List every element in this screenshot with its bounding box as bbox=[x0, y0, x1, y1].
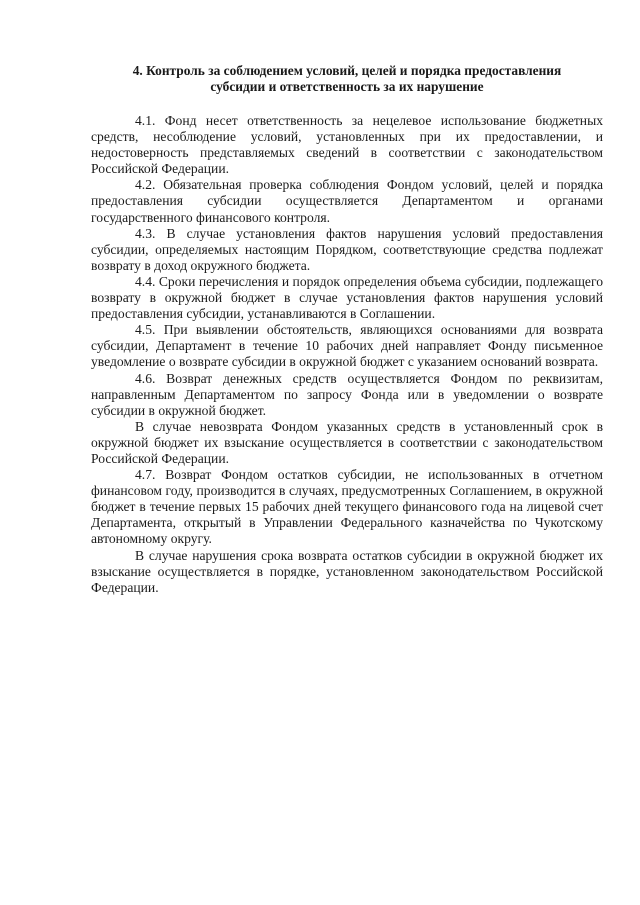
section-heading bbox=[91, 63, 603, 95]
paragraph-4-7: 4.7. Возврат Фондом остатков субсидии, не использованных в отчетном финансовом году, производится в случаях, предусмотренных Соглашением, в окружной бюджет в течение первых 15 рабочих дней текущего финансового года на лицевой счет Департамента, открытый в Управлении Федерального казначейства по Чукотскому автономному округу. bbox=[91, 467, 603, 547]
section-heading-line-1: 4. Контроль за соблюдением условий, целей и порядка предоставления bbox=[132, 63, 562, 78]
paragraph-4-4: 4.4. Сроки перечисления и порядок определения объема субсидии, подлежащего возврату в окружной бюджет в случае установления фактов нарушения условий предоставления субсидии, устанавливаются в Соглашении. bbox=[91, 273, 603, 322]
section-heading-line-2: субсидии и ответственность за их нарушение bbox=[210, 79, 484, 94]
paragraph-4-2: 4.2. Обязательная проверка соблюдения Фондом условий, целей и порядка предоставления субсидии осуществляется Департаментом и органами государственного финансового контроля. bbox=[91, 177, 603, 225]
document-page bbox=[91, 63, 603, 596]
paragraph-4-1: 4.1. Фонд несет ответственность за нецелевое использование бюджетных средств, несоблюдение условий, установленных при их предоставлении, и недостоверность представляемых сведений в соответствии с законодательством Российской Федерации. bbox=[91, 113, 603, 177]
paragraph-4-3: 4.3. В случае установления фактов нарушения условий предоставления субсидии, определяемых настоящим Порядком, соответствующие средства подлежат возврату в доход окружного бюджета. bbox=[91, 225, 603, 273]
paragraph-4-7-deadline-breach: В случае нарушения срока возврата остатков субсидии в окружной бюджет их взыскание осуществляется в порядке, установленном законодательством Российской Федерации. bbox=[91, 547, 603, 595]
paragraph-4-6-refund-failure: В случае невозврата Фондом указанных средств в установленный срок в окружной бюджет их взыскание осуществляется в соответствии с законодательством Российской Федерации. bbox=[91, 418, 603, 466]
paragraph-4-5: 4.5. При выявлении обстоятельств, являющихся основаниями для возврата субсидии, Департамент в течение 10 рабочих дней направляет Фонду письменное уведомление о возврате субсидии в окружной бюджет с указанием оснований возврата. bbox=[91, 322, 603, 370]
paragraph-4-6: 4.6. Возврат денежных средств осуществляется Фондом по реквизитам, направленным Департаментом по запросу Фонда или в уведомлении о возврате субсидии в окружной бюджет. bbox=[91, 370, 603, 418]
